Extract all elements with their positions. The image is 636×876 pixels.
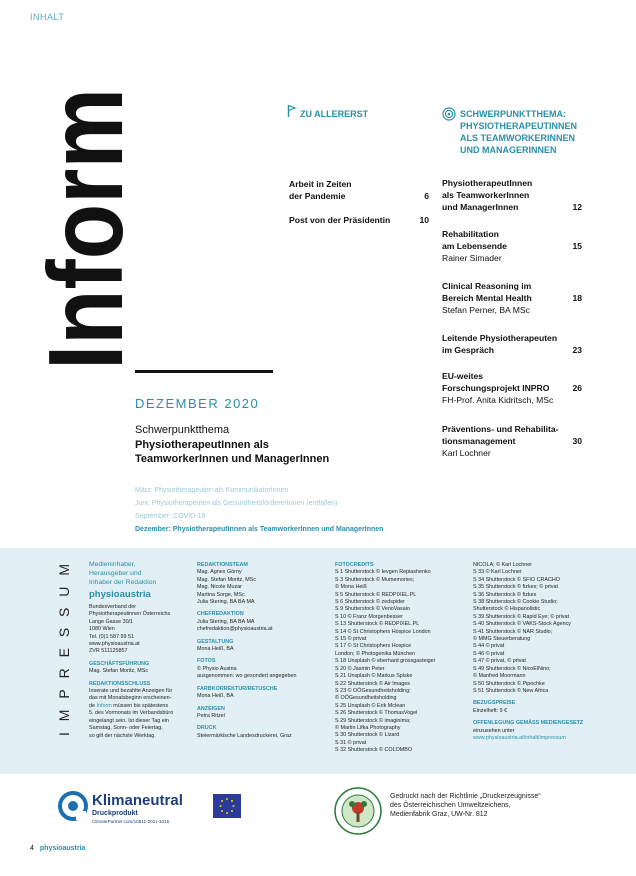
credit-line: S 20 © Jasmin Peter	[335, 665, 385, 672]
section-heading-focus: SCHWERPUNKTTHEMA: PHYSIOTHERAPEUTINNEN ALS TEAMWORKERINNEN UND MANAGERINNEN	[460, 109, 578, 155]
credit-line: S 40 Shutterstock © VAKS-Stock Agency	[473, 621, 571, 628]
credit-line: S 34 Shutterstock © SFIO CRACHO	[473, 576, 560, 583]
toc-page: 23	[572, 345, 582, 355]
impressum-col-team: REDAKTIONSTEAM Mag. Agnes Görny Mag. Stefan Moritz, MSc Mag. Nicole Muzar Martina Sorge, MSc Julia Stering, BA BA MA CHEFREDAKTION Julia Stering, BA BA MA chefredaktion@physioaustria.at GESTALTUNG Mona Heiß, BA FOTOS © Physio Austria ausgenommen: wo gesondert angegeben FARBKORREKTUR/RETUSCHE Mona Heiß, BA ANZEIGEN Petra Ritzel DRUCK Steiermärkische Landesdruckerei, Graz	[197, 562, 327, 740]
credit-line: S 30 Shutterstock © Lizard	[335, 732, 400, 739]
email-link[interactable]: chefredaktion@physioaustria.at	[197, 626, 273, 633]
flag-icon	[287, 104, 297, 123]
credit-line: S 31 © privat	[335, 739, 367, 746]
toc-page: 10	[419, 215, 429, 225]
credit-line: S 5 Shutterstock © REDPIXEL.PL	[335, 591, 417, 598]
page-number: 4	[30, 845, 34, 852]
credit-line: S 1 Shutterstock © Ievgen Repiashenko	[335, 569, 431, 576]
svg-text:IMPRESSUM: IMPRESSUM	[56, 564, 72, 736]
issue-date: DEZEMBER 2020	[135, 396, 260, 411]
credit-line: S 17 © St Christophers Hospice	[335, 643, 412, 650]
credit-line: S 35 Shutterstock © fizkes; © privat	[473, 584, 558, 591]
credit-line: S 39 Shutterstock © Rapid Eye; © privat	[473, 613, 570, 620]
toc-page: 26	[572, 383, 582, 393]
credit-line: S 6 Shutterstock © zedspider	[335, 599, 405, 606]
section-heading-first: ZU ALLERERST	[300, 109, 369, 119]
year-topic-list	[135, 484, 435, 536]
toc-page: 6	[424, 191, 429, 201]
impressum-link[interactable]: www.physioaustria.at/inhalt/impressum	[473, 734, 566, 741]
credit-line: © Manfred Moormann	[473, 673, 526, 680]
credit-line: S 26 Shutterstock © ThomasVogel	[335, 710, 418, 717]
credit-line: S 10 © Franz Morgenbesser	[335, 613, 403, 620]
credit-line: S 38 Shutterstock © Cookie Studio;	[473, 599, 558, 606]
klimaneutral-id: ClimatePartner.com/10811-2011-1015	[92, 819, 170, 824]
spiral-icon	[442, 107, 456, 126]
topic-label: Schwerpunktthema	[135, 424, 230, 436]
credit-line: S 15 © privat	[335, 636, 367, 643]
credit-line: © OÖGesundheitsholding	[335, 695, 397, 702]
impressum-col-publisher: Medieninhaber, Herausgeber und Inhaber der Redaktion physioaustria Bundesverband der Physiotherapeutinnen Österreichs Lange Gasse 30/1 1080 Wien Tel. (0)1 587 99 51 www.physioaustria.at ZVR 511125857 GESCHÄFTSFÜHRUNG Mag. Stefan Moritz, MSc REDAKTIONSSCHLUSS Inserate und bezahlte Anzeigen für das mit Monatsbeginn erscheinen- de Inform müssen bis spätestens 5. des Vormonats im Verbandsbüro eingelangt sein. Ist dieser Tag ein Samstag, Sonn- oder Feiertag, so gilt der nächste Werktag.	[89, 560, 189, 740]
credit-line: © Martin Lifka Photography	[335, 724, 401, 731]
toc-page: 15	[572, 241, 582, 251]
credit-line: S 33 © Karl Lochner	[473, 569, 522, 576]
umweltzeichen-logo-icon	[333, 786, 383, 841]
credit-line: S 9 Shutterstock © VenoVasaio	[335, 606, 410, 613]
credit-line: S 18 Unsplash © eberhard grossgasteiger	[335, 658, 436, 665]
toc-item[interactable]: Clinical Reasoning im Bereich Mental Health Stefan Perner, BA MSc 18	[442, 281, 582, 315]
credit-line: S 14 © St Christophers Hospice London	[335, 628, 431, 635]
toc-item[interactable]: Post von der Präsidentin 10	[289, 215, 429, 225]
eu-flag-icon	[213, 794, 241, 818]
umweltzeichen-text: Gedruckt nach der Richtlinie „Druckerzeugnisse“ des Österreichischen Umweltzeichens, Medienfabrik Graz, UW-Nr. 812	[390, 793, 541, 818]
credit-line: S 29 Shutterstock © imaginima;	[335, 717, 411, 724]
credit-line: S 49 Shutterstock © NicoElNino;	[473, 665, 551, 672]
title-rule	[135, 370, 273, 373]
section-label: INHALT	[30, 12, 65, 22]
credit-line: S 51 Shutterstock © New Africa	[473, 687, 549, 694]
brand-name: physioaustria	[89, 589, 151, 600]
year-topic-item: März: Physiotherapeuten als KommunikatorInnen	[135, 487, 289, 494]
toc-item[interactable]: PhysiotherapeutInnen als TeamworkerInnen und ManagerInnen 12	[442, 178, 582, 212]
credit-line: S 21 Unsplash © Markus Spiske	[335, 673, 413, 680]
credit-line: NICOLA; © Karl Lochner	[473, 562, 533, 568]
toc-page: 18	[572, 293, 582, 303]
credit-line: S 50 Shutterstock © Pipochke	[473, 680, 545, 687]
year-topic-item-active: Dezember: PhysiotherapeutInnen als TeamworkerInnen und ManagerInnen	[135, 526, 384, 533]
toc-item[interactable]: EU-weites Forschungsprojekt INPRO FH-Prof. Anita Kidritsch, MSc 26	[442, 371, 582, 405]
credit-line: S 47 © privat, © privat	[473, 658, 526, 665]
credit-line: S 32 Shutterstock © COLOMBO	[335, 747, 413, 754]
impressum-col-photocredits: FOTOCREDITS S 1 Shutterstock © Ievgen Repiashenko S 3 Shutterstock © Mumemories; © Mona Heiß S 5 Shutterstock © REDPIXEL.PL S 6 Shutterstock © zedspider S 9 Shutterstock © VenoVasaio S 10 © Franz Morgenbesser S 13 Shutterstock © REDPIXEL.PL S 14 © St Christophers Hospice London S 15 © privat S 17 © St Christophers Hospice London; © Photogenika München S 18 Unsplash © eberhard grossgasteiger S 20 © Jasmin Peter S 21 Unsplash © Markus Spiske S 22 Shutterstock © Air Images S 23 © OÖGesundheitsholding; © OÖGesundheitsholding S 25 Unsplash © Erik Mclean S 26 Shutterstock © ThomasVogel S 29 Shutterstock © imaginima; © Martin Lifka Photography S 30 Shutterstock © Lizard S 31 © privat S 32 Shutterstock © COLOMBO	[335, 562, 470, 755]
klimaneutral-logo-icon	[58, 791, 88, 826]
topic-title: PhysiotherapeutInnen als TeamworkerInnen und ManagerInnen	[135, 439, 330, 465]
impressum-vertical-label	[54, 560, 74, 740]
klimaneutral-subtitle: Druckprodukt	[92, 810, 138, 817]
masthead	[27, 40, 145, 388]
toc-item[interactable]: Rehabilitation am Lebensende Rainer Simader 15	[442, 229, 582, 263]
credit-line: © MMG Steuerberatung	[473, 636, 531, 643]
credit-line: S 36 Shutterstock © fizkes	[473, 591, 537, 598]
footer-brand: physioaustria	[39, 845, 86, 852]
toc-item[interactable]: Präventions- und Rehabilita- tionsmanagement Karl Lochner 30	[442, 424, 582, 458]
year-topic-item: Juni: Physiotherapeuten als GesundheitsfördererInnen (entfallen)	[135, 500, 338, 507]
year-topic-item: September: COVID-19	[135, 513, 206, 520]
credit-line: S 46 © privat	[473, 650, 505, 657]
credit-line: S 41 Shutterstock © NAR Studio;	[473, 628, 553, 635]
credit-line: S 44 © privat	[473, 643, 505, 650]
klimaneutral-title: Klimaneutral	[92, 792, 183, 809]
credit-line: S 22 Shutterstock © Air Images	[335, 680, 410, 687]
toc-page: 12	[572, 202, 582, 212]
footer	[0, 774, 636, 876]
credit-line: S 25 Unsplash © Erik Mclean	[335, 702, 406, 709]
credit-line: Shutterstock © Hispanolistic	[473, 606, 541, 613]
page-footer	[30, 845, 85, 852]
credit-line: S 23 © OÖGesundheitsholding;	[335, 687, 411, 694]
toc-item[interactable]: Leitende Physiotherapeuten im Gespräch 23	[442, 333, 582, 355]
toc-item[interactable]: Arbeit in Zeiten der Pandemie 6	[289, 179, 429, 201]
credit-line: London; © Photogenika München	[335, 650, 416, 657]
impressum-col-photocredits-cont: NICOLA; © Karl Lochner S 33 © Karl Lochner S 34 Shutterstock © SFIO CRACHO S 35 Shutterstock © fizkes; © privat S 36 Shutterstock © fizkes S 38 Shutterstock © Cookie Studio; Shutterstock © Hispanolistic S 39 Shutterstock © Rapid Eye; © privat S 40 Shutterstock © VAKS-Stock Agency S 41 Shutterstock © NAR Studio; © MMG Steuerberatung S 44 © privat S 46 © privat S 47 © privat, © privat S 49 Shutterstock © NicoElNino; © Manfred Moormann S 50 Shutterstock © Pipochke S 51 Shutterstock © New Africa BEZUGSPREISE Einzelheft: 9 € OFFENLEGUNG GEMÄSS MEDIENGESETZ einzusehen unter www.physioaustria.at/inhalt/impressum	[473, 562, 613, 742]
credit-line: S 3 Shutterstock © Mumemories;	[335, 576, 415, 583]
masthead-text: Inform	[27, 40, 145, 370]
credit-line: S 13 Shutterstock © REDPIXEL.PL	[335, 621, 420, 628]
masthead-svg	[27, 40, 145, 388]
credit-line: © Mona Heiß	[335, 584, 367, 591]
toc-page: 30	[572, 436, 582, 446]
